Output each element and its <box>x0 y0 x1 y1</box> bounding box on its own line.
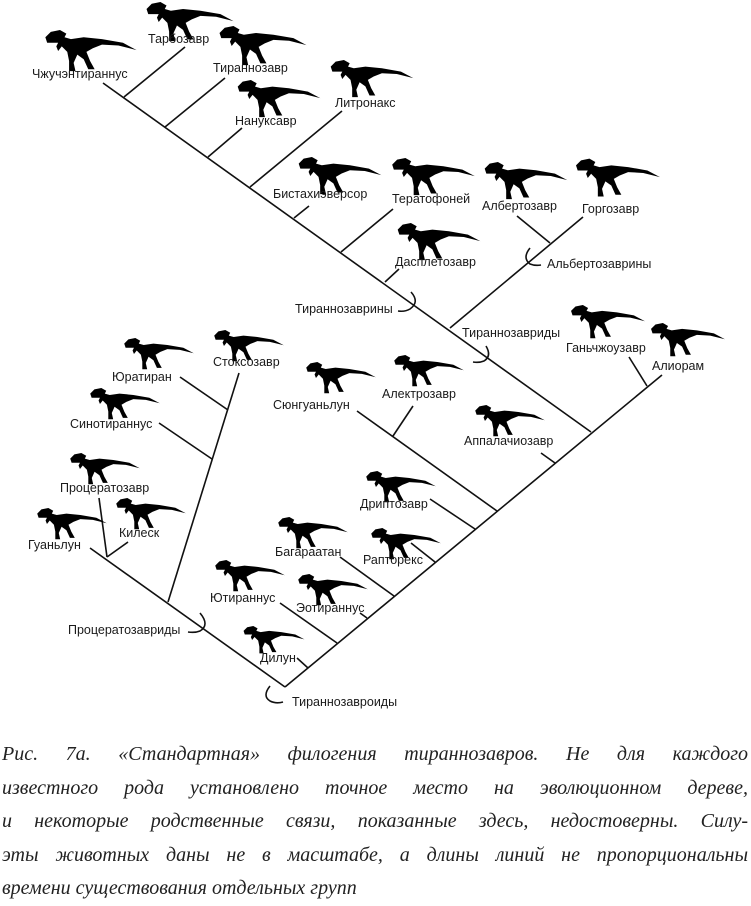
tree-branches <box>90 47 662 687</box>
bracket-proceratosauridae <box>188 613 205 632</box>
caption-line: Рис. 7а. «Стандартная» филогения тираннозавров. Не для каждого <box>2 743 748 765</box>
lythronax-silhouette <box>331 60 414 97</box>
sinotyrannus-silhouette <box>90 388 160 419</box>
proceratosaurus-silhouette <box>70 453 140 484</box>
label-raptorex: Рапторекс <box>363 553 423 567</box>
label-kileskus: Килеск <box>119 526 160 540</box>
appalachiosaurus-silhouette <box>475 405 545 436</box>
bracket-tyrannosauroidea <box>266 686 283 703</box>
albertosaurus-silhouette <box>485 162 568 199</box>
label-albertosaurinae: Альбертозаврины <box>547 257 652 271</box>
label-proceratosaurus: Процератозавр <box>60 481 150 495</box>
zhuchengtyrannus-silhouette <box>45 30 136 71</box>
label-bistahieversor: Бистахиэверсор <box>273 187 368 201</box>
label-daspletosaurus: Дасплетозавр <box>395 255 476 269</box>
label-appalachiosaurus: Аппалачиозавр <box>464 434 554 448</box>
bracket-albertosaurinae <box>526 248 541 265</box>
label-yutyrannus: Ютираннус <box>210 591 276 605</box>
figure-caption <box>2 738 748 906</box>
teratophoneus-silhouette <box>392 158 475 195</box>
caption-line: эты животных даны не в масштабе, а длины линий не пропорциональны <box>2 843 748 866</box>
label-albertosaurus: Албертозавр <box>482 199 557 213</box>
yutyrannus-silhouette <box>215 560 285 591</box>
label-stokesosaurus: Стоксозавр <box>213 355 280 369</box>
label-proceratosauridae: Процератозавриды <box>68 623 181 637</box>
kileskus-silhouette <box>116 498 186 529</box>
label-dilong: Дилун <box>260 651 296 665</box>
alioramus-silhouette <box>651 323 725 356</box>
label-guanlong: Гуаньлун <box>28 538 81 552</box>
caption-line: времени существования отдельных групп <box>2 877 357 899</box>
juratyrant-silhouette <box>124 338 194 369</box>
label-tarbosaurus: Тарбозавр <box>148 32 210 46</box>
label-qianzhousaurus: Ганьчжоузавр <box>566 341 646 355</box>
label-tyrannosauridae: Тираннозавриды <box>462 326 561 340</box>
dilong-silhouette <box>244 626 305 653</box>
label-lythronax: Литронакс <box>335 96 396 110</box>
label-zhuchengtyrannus: Чжучэнтираннус <box>32 67 128 81</box>
label-juratyrant: Юратиран <box>112 370 172 384</box>
label-tyrannosaurinae: Тираннозаврины <box>295 302 393 316</box>
label-alectrosaurus: Алектрозавр <box>382 387 456 401</box>
caption-line: известного рода установлено точное место на эволюционном дереве, <box>2 776 748 799</box>
xiongguanlong-silhouette <box>306 362 376 393</box>
nanuqsaurus-silhouette <box>238 80 321 117</box>
label-tyrannosaurus: Тираннозавр <box>213 61 288 75</box>
label-dryptosaurus: Дриптозавр <box>360 497 428 511</box>
label-gorgosaurus: Горгозавр <box>582 202 640 216</box>
caption-line: и некоторые родственные связи, показанные здесь, недостоверны. Силу- <box>2 810 748 832</box>
label-nanuqsaurus: Нануксавр <box>235 114 297 128</box>
label-alioramus: Алиорам <box>652 359 705 373</box>
label-bagaraatan: Багараатан <box>275 545 342 559</box>
gorgosaurus-silhouette <box>576 159 660 197</box>
label-eotyrannus: Эотираннус <box>296 601 365 615</box>
label-sinotyrannus: Синотираннус <box>70 417 153 431</box>
label-xiongguanlong: Сюнгуаньлун <box>273 398 350 412</box>
bagaraatan-silhouette <box>278 517 348 548</box>
label-tyrannosauroidea: Тираннозавроиды <box>292 695 398 709</box>
tyrannosaurus-silhouette <box>220 26 307 65</box>
alectrosaurus-silhouette <box>394 355 464 386</box>
guanlong-silhouette <box>37 508 107 539</box>
qianzhousaurus-silhouette <box>571 305 645 338</box>
label-teratophoneus: Тератофоней <box>392 192 471 206</box>
